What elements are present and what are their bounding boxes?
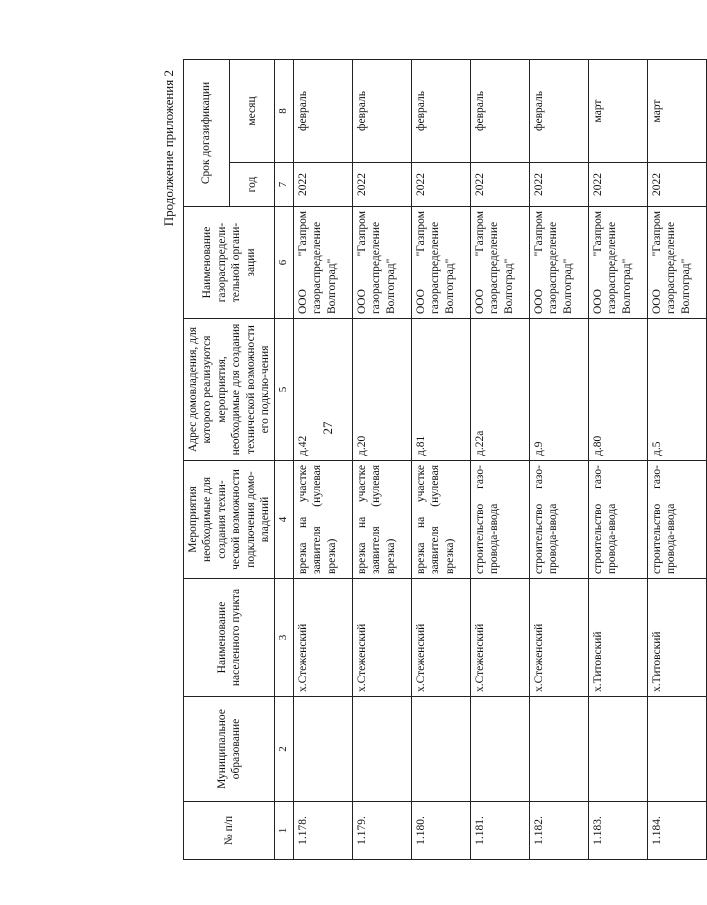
continuation-note: Продолжение приложения 2	[161, 70, 176, 227]
rotated-table-area	[161, 60, 692, 860]
month-cell: февраль	[294, 60, 353, 163]
settlement-cell: х.Стеженский	[412, 579, 471, 697]
column-number: 6	[275, 207, 294, 319]
row-number: 1.178.	[294, 802, 353, 860]
column-number-row	[275, 60, 294, 860]
address-cell: д.80	[589, 319, 648, 461]
month-cell: февраль	[412, 60, 471, 163]
organization-cell: ООО "Газпром газораспределение Волгоград"	[471, 207, 530, 319]
row-number: 1.184.	[648, 802, 707, 860]
address-cell: д.42	[294, 319, 353, 461]
table-row	[589, 60, 648, 860]
header-num: № п/п	[184, 802, 275, 860]
municipality-cell	[412, 697, 471, 802]
municipality-cell	[648, 697, 707, 802]
settlement-cell: х.Титовский	[589, 579, 648, 697]
measure-cell: строительство газо-провода-ввода	[648, 461, 707, 579]
year-cell: 2022	[589, 163, 648, 207]
settlement-cell: х.Стеженский	[353, 579, 412, 697]
year-cell: 2022	[412, 163, 471, 207]
municipality-cell	[530, 697, 589, 802]
measure-cell: врезка на участке заявителя (нулевая врезка)	[353, 461, 412, 579]
municipality-cell	[471, 697, 530, 802]
header-deadline: Срок догазификации	[184, 60, 230, 207]
table-row	[294, 60, 353, 860]
measure-cell: строительство газо-провода-ввода	[471, 461, 530, 579]
year-cell: 2022	[471, 163, 530, 207]
page-number: 27	[320, 421, 335, 435]
header-municipality: Муниципальное образование	[184, 697, 275, 802]
settlement-cell: х.Стеженский	[471, 579, 530, 697]
column-number: 1	[275, 802, 294, 860]
measure-cell: врезка на участке заявителя (нулевая врезка)	[412, 461, 471, 579]
header-year: год	[229, 163, 275, 207]
row-number: 1.182.	[530, 802, 589, 860]
row-number: 1.180.	[412, 802, 471, 860]
month-cell: февраль	[353, 60, 412, 163]
row-number: 1.183.	[589, 802, 648, 860]
month-cell: март	[648, 60, 707, 163]
measure-cell: строительство газо-провода-ввода	[589, 461, 648, 579]
header-measures: Мероприятия необходимые для создания техни-ческой возможности подключения домо-владений	[184, 461, 275, 579]
month-cell: февраль	[530, 60, 589, 163]
address-cell: д.81	[412, 319, 471, 461]
address-cell: д.5	[648, 319, 707, 461]
municipality-cell	[589, 697, 648, 802]
year-cell: 2022	[530, 163, 589, 207]
month-cell: март	[589, 60, 648, 163]
column-number: 8	[275, 60, 294, 163]
table-row	[471, 60, 530, 860]
year-cell: 2022	[353, 163, 412, 207]
settlement-cell: х.Титовский	[648, 579, 707, 697]
table-row	[353, 60, 412, 860]
measure-cell: строительство газо-провода-ввода	[530, 461, 589, 579]
table-row	[530, 60, 589, 860]
address-cell: д.9	[530, 319, 589, 461]
column-number: 5	[275, 319, 294, 461]
header-organization: Наименование газораспредели-тельной органи-зации	[184, 207, 275, 319]
table-row	[648, 60, 707, 860]
organization-cell: ООО "Газпром газораспределение Волгоград"	[294, 207, 353, 319]
address-cell: д.20	[353, 319, 412, 461]
municipality-cell	[294, 697, 353, 802]
gasification-table	[183, 59, 707, 860]
organization-cell: ООО "Газпром газораспределение Волгоград"	[353, 207, 412, 319]
column-number: 3	[275, 579, 294, 697]
year-cell: 2022	[648, 163, 707, 207]
settlement-cell: х.Стеженский	[530, 579, 589, 697]
row-number: 1.181.	[471, 802, 530, 860]
organization-cell: ООО "Газпром газораспределение Волгоград"	[530, 207, 589, 319]
year-cell: 2022	[294, 163, 353, 207]
table-row	[412, 60, 471, 860]
row-number: 1.179.	[353, 802, 412, 860]
municipality-cell	[353, 697, 412, 802]
organization-cell: ООО "Газпром газораспределение Волгоград"	[648, 207, 707, 319]
settlement-cell: х.Стеженский	[294, 579, 353, 697]
address-cell: д.22а	[471, 319, 530, 461]
organization-cell: ООО "Газпром газораспределение Волгоград"	[589, 207, 648, 319]
month-cell: февраль	[471, 60, 530, 163]
header-month: месяц	[229, 60, 275, 163]
measure-cell: врезка на участке заявителя (нулевая врезка)	[294, 461, 353, 579]
organization-cell: ООО "Газпром газораспределение Волгоград"	[412, 207, 471, 319]
column-number: 2	[275, 697, 294, 802]
column-number: 7	[275, 163, 294, 207]
header-address: Адрес домовладения, для которого реализуются мероприятия, необходимые для создания технической возможности его подклю-чения	[184, 319, 275, 461]
header-settlement: Наименование населенного пункта	[184, 579, 275, 697]
column-number: 4	[275, 461, 294, 579]
